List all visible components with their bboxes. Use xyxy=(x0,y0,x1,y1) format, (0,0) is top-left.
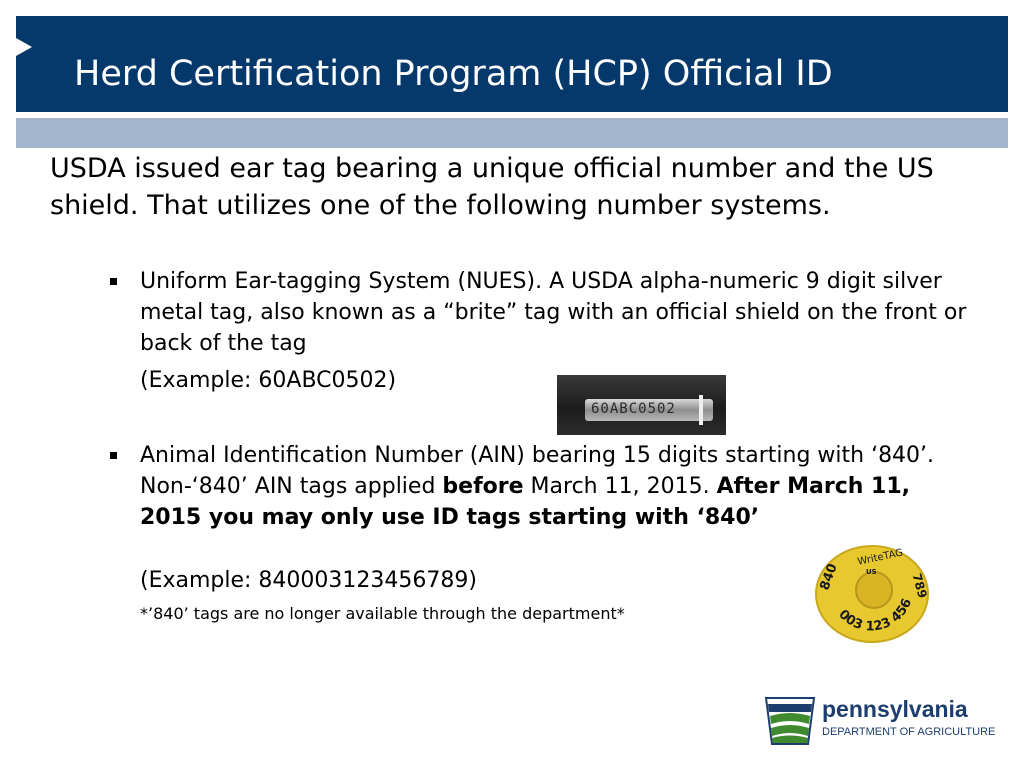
logo-department: DEPARTMENT OF AGRICULTURE xyxy=(822,726,996,738)
bullet-ain-text-1: Animal Identification Number (AIN) bearing 15 digits starting with ‘840’. Non-‘840’ AIN tags applied xyxy=(140,443,935,499)
intro-paragraph: USDA issued ear tag bearing a unique official number and the US shield. That utilizes one of the following number systems. xyxy=(50,153,934,221)
bullet-ain-text-2: March 11, 2015. xyxy=(523,474,717,499)
bullet-marker-icon xyxy=(110,278,117,285)
yellow-tag-number-bottom: 003 123 456 xyxy=(835,596,916,635)
yellow-ear-tag-image xyxy=(812,540,932,644)
bullet-ain-text xyxy=(140,440,970,533)
bullet-nues-text: Uniform Ear-tagging System (NUES). A USDA alpha-numeric 9 digit silver metal tag, also known as a “brite” tag with an official shield on the front or back of the tag xyxy=(140,269,967,356)
metal-tag-label: 60ABC0502 xyxy=(591,401,676,417)
bullet-marker-icon xyxy=(110,452,117,459)
logo-name: pennsylvania xyxy=(822,696,968,722)
title-underline-bar xyxy=(16,118,1008,148)
example-ain: (Example: 840003123456789) xyxy=(140,568,477,593)
yellow-tag-brand: WriteTAG xyxy=(856,547,905,568)
metal-ear-tag-image xyxy=(557,375,726,435)
bullet-ain-bold-before: before xyxy=(442,474,524,499)
example-nues: (Example: 60ABC0502) xyxy=(140,368,397,393)
metal-tag-pin xyxy=(699,395,703,425)
bullet-ain xyxy=(110,440,970,533)
yellow-tag-stud xyxy=(856,572,892,608)
metal-tag-strip xyxy=(585,399,713,421)
yellow-tag-shield: US xyxy=(866,568,877,576)
bullet-ain-bold-after: After March 11, 2015 you may only use ID tags starting with ‘840’ xyxy=(140,474,911,530)
availability-note: *’840’ tags are no longer available through the department* xyxy=(140,604,625,623)
yellow-tag-number-top: 840 xyxy=(817,561,841,593)
bullet-nues xyxy=(110,266,970,359)
yellow-tag-number-right: 789 xyxy=(909,571,930,600)
slide-title: Herd Certification Program (HCP) Official ID xyxy=(74,54,833,94)
keystone-farm-icon xyxy=(762,690,818,746)
pa-agriculture-logo xyxy=(762,690,1002,746)
title-bar xyxy=(16,16,1008,112)
title-arrow-icon xyxy=(16,38,32,56)
